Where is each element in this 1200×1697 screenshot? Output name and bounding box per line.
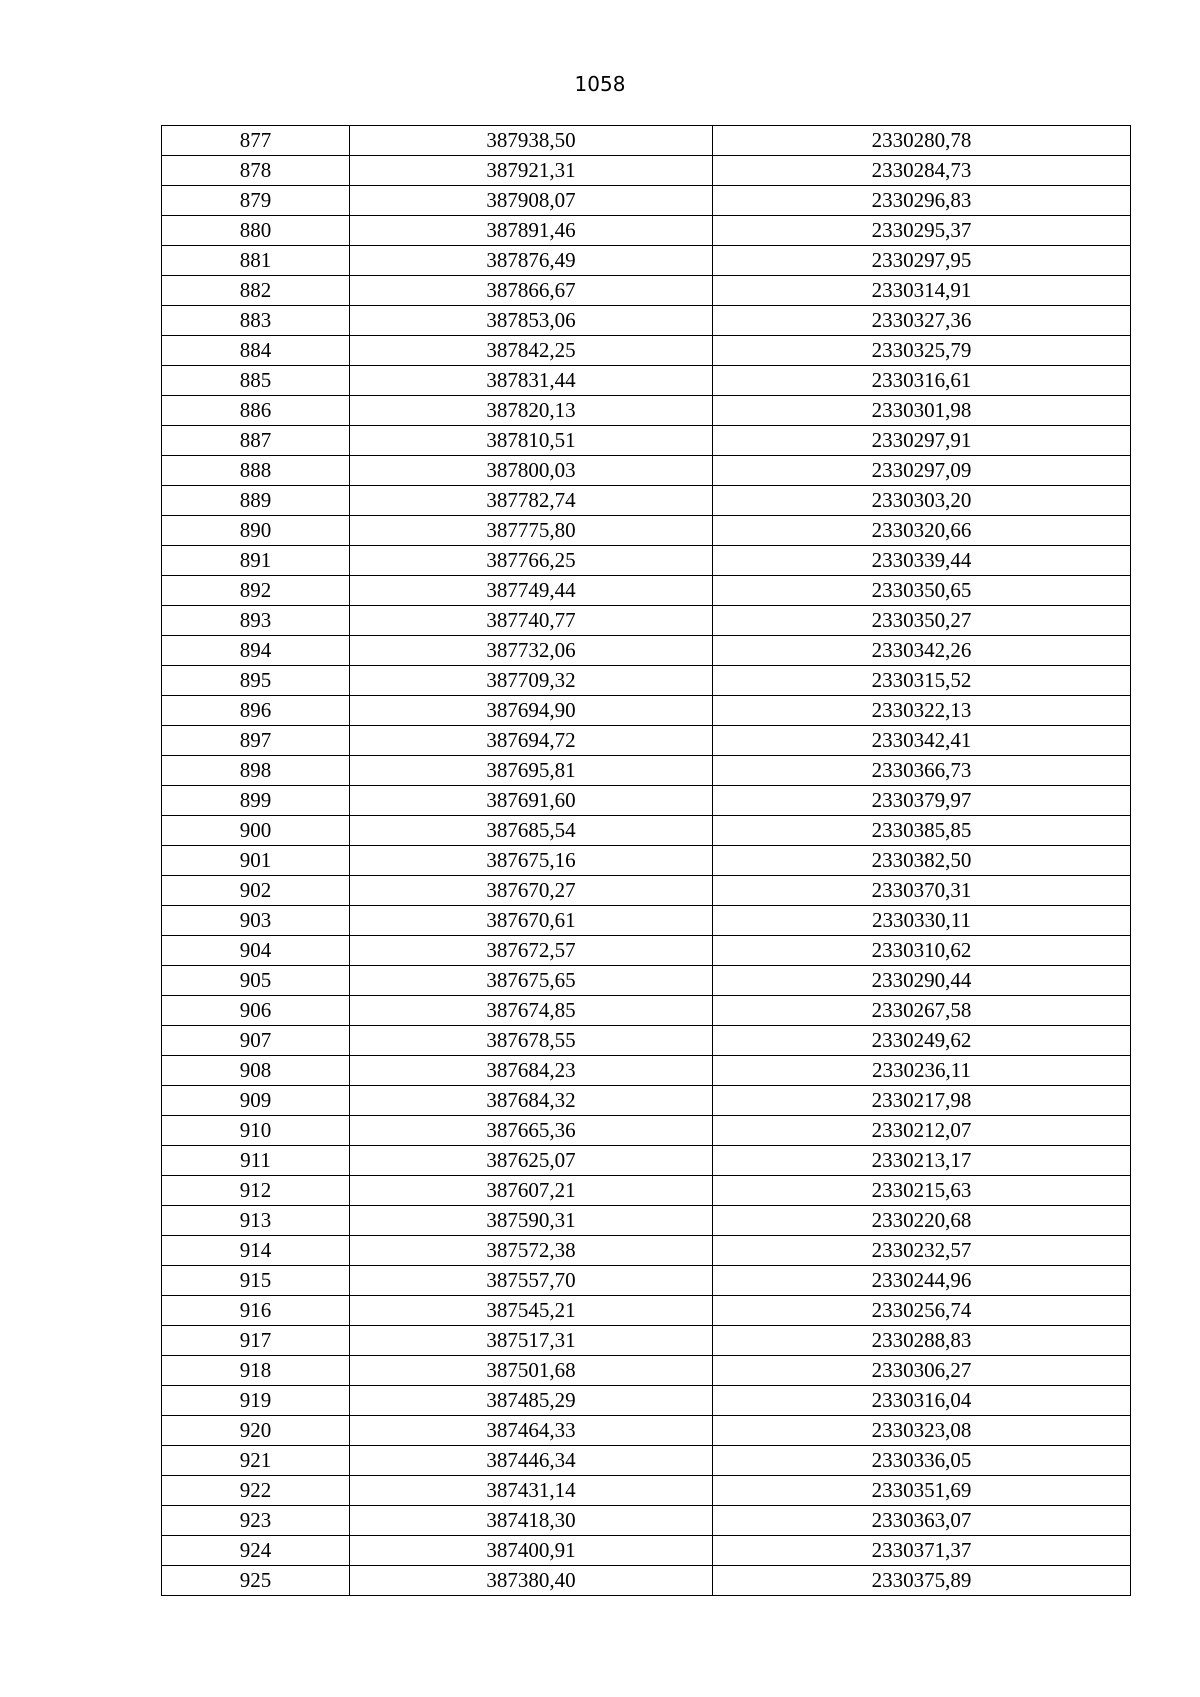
- x-coordinate-cell: 387670,61: [350, 906, 713, 936]
- x-coordinate-cell: 387820,13: [350, 396, 713, 426]
- y-coordinate-cell: 2330288,83: [713, 1326, 1131, 1356]
- point-number-cell: 889: [162, 486, 350, 516]
- y-coordinate-cell: 2330336,05: [713, 1446, 1131, 1476]
- table-row: [162, 336, 1131, 366]
- x-coordinate-cell: 387446,34: [350, 1446, 713, 1476]
- y-coordinate-cell: 2330339,44: [713, 546, 1131, 576]
- x-coordinate-cell: 387590,31: [350, 1206, 713, 1236]
- table-row: [162, 1056, 1131, 1086]
- point-number-cell: 892: [162, 576, 350, 606]
- x-coordinate-cell: 387842,25: [350, 336, 713, 366]
- x-coordinate-cell: 387732,06: [350, 636, 713, 666]
- point-number-cell: 904: [162, 936, 350, 966]
- table-row: [162, 396, 1131, 426]
- table-row: [162, 1446, 1131, 1476]
- y-coordinate-cell: 2330297,09: [713, 456, 1131, 486]
- point-number-cell: 920: [162, 1416, 350, 1446]
- point-number-cell: 883: [162, 306, 350, 336]
- point-number-cell: 888: [162, 456, 350, 486]
- table-row: [162, 1236, 1131, 1266]
- y-coordinate-cell: 2330303,20: [713, 486, 1131, 516]
- x-coordinate-cell: 387775,80: [350, 516, 713, 546]
- point-number-cell: 902: [162, 876, 350, 906]
- table-row: [162, 1026, 1131, 1056]
- point-number-cell: 896: [162, 696, 350, 726]
- y-coordinate-cell: 2330232,57: [713, 1236, 1131, 1266]
- point-number-cell: 901: [162, 846, 350, 876]
- x-coordinate-cell: 387607,21: [350, 1176, 713, 1206]
- y-coordinate-cell: 2330256,74: [713, 1296, 1131, 1326]
- y-coordinate-cell: 2330320,66: [713, 516, 1131, 546]
- point-number-cell: 906: [162, 996, 350, 1026]
- table-row: [162, 1506, 1131, 1536]
- point-number-cell: 905: [162, 966, 350, 996]
- x-coordinate-cell: 387684,32: [350, 1086, 713, 1116]
- point-number-cell: 908: [162, 1056, 350, 1086]
- x-coordinate-cell: 387866,67: [350, 276, 713, 306]
- point-number-cell: 917: [162, 1326, 350, 1356]
- y-coordinate-cell: 2330306,27: [713, 1356, 1131, 1386]
- x-coordinate-cell: 387625,07: [350, 1146, 713, 1176]
- table-row: [162, 666, 1131, 696]
- y-coordinate-cell: 2330350,27: [713, 606, 1131, 636]
- y-coordinate-cell: 2330375,89: [713, 1566, 1131, 1596]
- y-coordinate-cell: 2330301,98: [713, 396, 1131, 426]
- x-coordinate-cell: 387517,31: [350, 1326, 713, 1356]
- table-row: [162, 786, 1131, 816]
- y-coordinate-cell: 2330316,04: [713, 1386, 1131, 1416]
- x-coordinate-cell: 387800,03: [350, 456, 713, 486]
- y-coordinate-cell: 2330350,65: [713, 576, 1131, 606]
- coordinates-table-body: [162, 126, 1131, 1596]
- x-coordinate-cell: 387685,54: [350, 816, 713, 846]
- point-number-cell: 899: [162, 786, 350, 816]
- y-coordinate-cell: 2330366,73: [713, 756, 1131, 786]
- point-number-cell: 893: [162, 606, 350, 636]
- x-coordinate-cell: 387672,57: [350, 936, 713, 966]
- x-coordinate-cell: 387464,33: [350, 1416, 713, 1446]
- point-number-cell: 894: [162, 636, 350, 666]
- table-row: [162, 1146, 1131, 1176]
- y-coordinate-cell: 2330236,11: [713, 1056, 1131, 1086]
- y-coordinate-cell: 2330316,61: [713, 366, 1131, 396]
- table-row: [162, 1116, 1131, 1146]
- x-coordinate-cell: 387665,36: [350, 1116, 713, 1146]
- table-row: [162, 186, 1131, 216]
- x-coordinate-cell: 387831,44: [350, 366, 713, 396]
- table-row: [162, 1566, 1131, 1596]
- x-coordinate-cell: 387675,16: [350, 846, 713, 876]
- point-number-cell: 910: [162, 1116, 350, 1146]
- x-coordinate-cell: 387694,90: [350, 696, 713, 726]
- point-number-cell: 918: [162, 1356, 350, 1386]
- y-coordinate-cell: 2330212,07: [713, 1116, 1131, 1146]
- point-number-cell: 914: [162, 1236, 350, 1266]
- x-coordinate-cell: 387749,44: [350, 576, 713, 606]
- point-number-cell: 912: [162, 1176, 350, 1206]
- x-coordinate-cell: 387684,23: [350, 1056, 713, 1086]
- x-coordinate-cell: 387674,85: [350, 996, 713, 1026]
- x-coordinate-cell: 387431,14: [350, 1476, 713, 1506]
- table-row: [162, 546, 1131, 576]
- table-row: [162, 1416, 1131, 1446]
- y-coordinate-cell: 2330351,69: [713, 1476, 1131, 1506]
- coordinates-table: [161, 125, 1131, 1596]
- x-coordinate-cell: 387691,60: [350, 786, 713, 816]
- y-coordinate-cell: 2330297,95: [713, 246, 1131, 276]
- y-coordinate-cell: 2330370,31: [713, 876, 1131, 906]
- point-number-cell: 903: [162, 906, 350, 936]
- table-row: [162, 426, 1131, 456]
- y-coordinate-cell: 2330371,37: [713, 1536, 1131, 1566]
- point-number-cell: 909: [162, 1086, 350, 1116]
- x-coordinate-cell: 387921,31: [350, 156, 713, 186]
- table-row: [162, 1206, 1131, 1236]
- table-row: [162, 366, 1131, 396]
- x-coordinate-cell: 387782,74: [350, 486, 713, 516]
- point-number-cell: 887: [162, 426, 350, 456]
- point-number-cell: 885: [162, 366, 350, 396]
- table-row: [162, 696, 1131, 726]
- table-row: [162, 516, 1131, 546]
- table-row: [162, 1356, 1131, 1386]
- y-coordinate-cell: 2330363,07: [713, 1506, 1131, 1536]
- point-number-cell: 882: [162, 276, 350, 306]
- table-row: [162, 576, 1131, 606]
- x-coordinate-cell: 387400,91: [350, 1536, 713, 1566]
- table-row: [162, 1476, 1131, 1506]
- y-coordinate-cell: 2330342,41: [713, 726, 1131, 756]
- table-row: [162, 1386, 1131, 1416]
- point-number-cell: 879: [162, 186, 350, 216]
- point-number-cell: 897: [162, 726, 350, 756]
- x-coordinate-cell: 387876,49: [350, 246, 713, 276]
- table-row: [162, 306, 1131, 336]
- point-number-cell: 891: [162, 546, 350, 576]
- point-number-cell: 921: [162, 1446, 350, 1476]
- point-number-cell: 895: [162, 666, 350, 696]
- point-number-cell: 907: [162, 1026, 350, 1056]
- table-row: [162, 216, 1131, 246]
- x-coordinate-cell: 387670,27: [350, 876, 713, 906]
- x-coordinate-cell: 387572,38: [350, 1236, 713, 1266]
- y-coordinate-cell: 2330323,08: [713, 1416, 1131, 1446]
- table-row: [162, 816, 1131, 846]
- table-row: [162, 1536, 1131, 1566]
- table-row: [162, 966, 1131, 996]
- point-number-cell: 898: [162, 756, 350, 786]
- y-coordinate-cell: 2330280,78: [713, 126, 1131, 156]
- table-row: [162, 996, 1131, 1026]
- point-number-cell: 915: [162, 1266, 350, 1296]
- point-number-cell: 911: [162, 1146, 350, 1176]
- y-coordinate-cell: 2330217,98: [713, 1086, 1131, 1116]
- y-coordinate-cell: 2330244,96: [713, 1266, 1131, 1296]
- table-row: [162, 726, 1131, 756]
- y-coordinate-cell: 2330213,17: [713, 1146, 1131, 1176]
- table-row: [162, 936, 1131, 966]
- page-number: 1058: [574, 72, 626, 96]
- point-number-cell: 900: [162, 816, 350, 846]
- point-number-cell: 919: [162, 1386, 350, 1416]
- x-coordinate-cell: 387694,72: [350, 726, 713, 756]
- point-number-cell: 880: [162, 216, 350, 246]
- y-coordinate-cell: 2330249,62: [713, 1026, 1131, 1056]
- point-number-cell: 886: [162, 396, 350, 426]
- x-coordinate-cell: 387675,65: [350, 966, 713, 996]
- y-coordinate-cell: 2330215,63: [713, 1176, 1131, 1206]
- table-row: [162, 486, 1131, 516]
- x-coordinate-cell: 387938,50: [350, 126, 713, 156]
- point-number-cell: 878: [162, 156, 350, 186]
- table-row: [162, 156, 1131, 186]
- x-coordinate-cell: 387545,21: [350, 1296, 713, 1326]
- point-number-cell: 923: [162, 1506, 350, 1536]
- table-row: [162, 756, 1131, 786]
- point-number-cell: 890: [162, 516, 350, 546]
- y-coordinate-cell: 2330290,44: [713, 966, 1131, 996]
- y-coordinate-cell: 2330385,85: [713, 816, 1131, 846]
- table-row: [162, 876, 1131, 906]
- y-coordinate-cell: 2330295,37: [713, 216, 1131, 246]
- x-coordinate-cell: 387418,30: [350, 1506, 713, 1536]
- y-coordinate-cell: 2330315,52: [713, 666, 1131, 696]
- point-number-cell: 884: [162, 336, 350, 366]
- y-coordinate-cell: 2330327,36: [713, 306, 1131, 336]
- point-number-cell: 881: [162, 246, 350, 276]
- y-coordinate-cell: 2330284,73: [713, 156, 1131, 186]
- y-coordinate-cell: 2330310,62: [713, 936, 1131, 966]
- y-coordinate-cell: 2330330,11: [713, 906, 1131, 936]
- x-coordinate-cell: 387891,46: [350, 216, 713, 246]
- x-coordinate-cell: 387853,06: [350, 306, 713, 336]
- table-row: [162, 906, 1131, 936]
- y-coordinate-cell: 2330267,58: [713, 996, 1131, 1026]
- y-coordinate-cell: 2330314,91: [713, 276, 1131, 306]
- y-coordinate-cell: 2330325,79: [713, 336, 1131, 366]
- x-coordinate-cell: 387501,68: [350, 1356, 713, 1386]
- x-coordinate-cell: 387766,25: [350, 546, 713, 576]
- x-coordinate-cell: 387740,77: [350, 606, 713, 636]
- point-number-cell: 916: [162, 1296, 350, 1326]
- table-row: [162, 276, 1131, 306]
- point-number-cell: 924: [162, 1536, 350, 1566]
- table-row: [162, 1296, 1131, 1326]
- point-number-cell: 877: [162, 126, 350, 156]
- table-row: [162, 636, 1131, 666]
- table-row: [162, 846, 1131, 876]
- y-coordinate-cell: 2330220,68: [713, 1206, 1131, 1236]
- y-coordinate-cell: 2330342,26: [713, 636, 1131, 666]
- y-coordinate-cell: 2330297,91: [713, 426, 1131, 456]
- point-number-cell: 925: [162, 1566, 350, 1596]
- table-row: [162, 1176, 1131, 1206]
- point-number-cell: 922: [162, 1476, 350, 1506]
- point-number-cell: 913: [162, 1206, 350, 1236]
- x-coordinate-cell: 387695,81: [350, 756, 713, 786]
- y-coordinate-cell: 2330296,83: [713, 186, 1131, 216]
- table-row: [162, 456, 1131, 486]
- table-row: [162, 1266, 1131, 1296]
- x-coordinate-cell: 387810,51: [350, 426, 713, 456]
- y-coordinate-cell: 2330382,50: [713, 846, 1131, 876]
- x-coordinate-cell: 387709,32: [350, 666, 713, 696]
- x-coordinate-cell: 387380,40: [350, 1566, 713, 1596]
- x-coordinate-cell: 387678,55: [350, 1026, 713, 1056]
- x-coordinate-cell: 387908,07: [350, 186, 713, 216]
- table-row: [162, 246, 1131, 276]
- x-coordinate-cell: 387485,29: [350, 1386, 713, 1416]
- x-coordinate-cell: 387557,70: [350, 1266, 713, 1296]
- table-row: [162, 606, 1131, 636]
- table-row: [162, 126, 1131, 156]
- y-coordinate-cell: 2330322,13: [713, 696, 1131, 726]
- y-coordinate-cell: 2330379,97: [713, 786, 1131, 816]
- table-row: [162, 1086, 1131, 1116]
- table-row: [162, 1326, 1131, 1356]
